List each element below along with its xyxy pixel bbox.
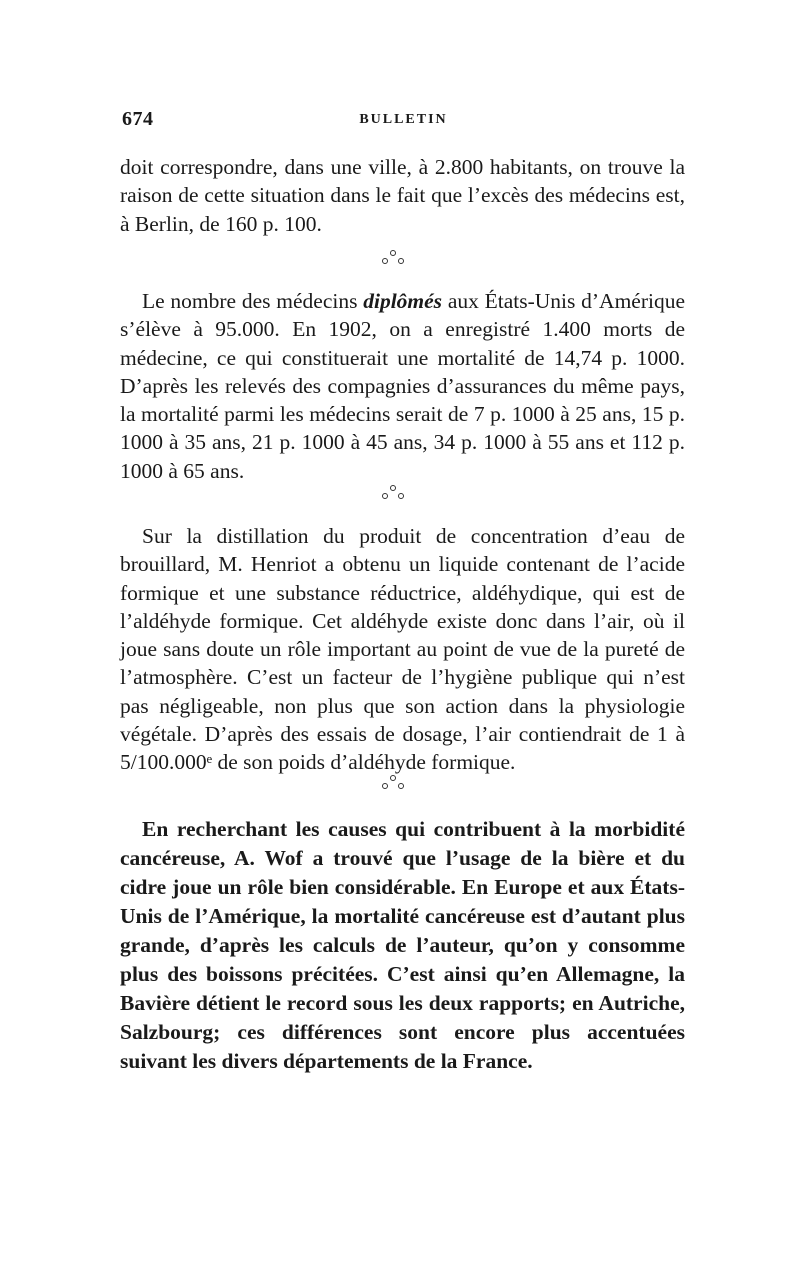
paragraph-4: En recherchant les causes qui contribuent à la morbidité cancéreuse, A. Wof a trouvé que l’usage de la bière et du cidre joue un rôle bien considérable. En Europe et aux États-Unis de l’Amérique, la mortalité cancéreuse est d’autant plus grande, d’après les calculs de l’auteur, qu’on y consomme plus des boissons précitées. C’est ainsi qu’en Allemagne, la Bavière détient le record sous les deux rapports; en Autriche, Salzbourg; ces différences sont encore plus accentuées suivant les divers départements de la France. — [120, 817, 685, 1073]
page-header — [122, 108, 685, 136]
page-number: 674 — [122, 108, 154, 130]
asterism-separator-icon — [380, 250, 410, 270]
asterism-separator-icon — [380, 775, 410, 795]
paragraph-1: doit correspondre, dans une ville, à 2.800 habitants, on trouve la raison de cette situation dans le fait que l’excès des médecins est, à Berlin, de 160 p. 100. — [120, 155, 685, 236]
paragraph-2-start: Le nombre des médecins — [142, 289, 364, 313]
paragraph-3: Sur la distillation du produit de concentration d’eau de brouillard, M. Henriot a obtenu un liquide contenant de l’acide formique et une substance réductrice, aldéhydique, qui est de l’aldéhyde formique. Cet aldéhyde existe donc dans l’air, où il joue sans doute un rôle important au point de vue de la pureté de l’atmosphère. C’est un facteur de l’hygiène publique qui n’est pas négligeable, non plus que son action dans la physiologie végétale. D’après des essais de dosage, l’air contiendrait de 1 à 5/100.000ᵉ de son poids d’aldéhyde formique. — [120, 524, 685, 775]
emphasis-diplomes: diplômés — [363, 289, 443, 313]
running-title: BULLETIN — [359, 112, 448, 127]
asterism-separator-icon — [380, 485, 410, 505]
paragraph-2-rest: aux États-Unis d’Amérique s’élève à 95.000. En 1902, on a enregistré 1.400 morts de médecine, ce qui constituerait une mortalité de 14,74 p. 1000. D’après les relevés des compagnies d’assurances du même pays, la mortalité parmi les médecins serait de 7 p. 1000 à 25 ans, 15 p. 1000 à 35 ans, 21 p. 1000 à 45 ans, 34 p. 1000 à 55 ans et 112 p. 1000 à 65 ans. — [120, 289, 686, 483]
paragraph-2 — [120, 287, 685, 485]
